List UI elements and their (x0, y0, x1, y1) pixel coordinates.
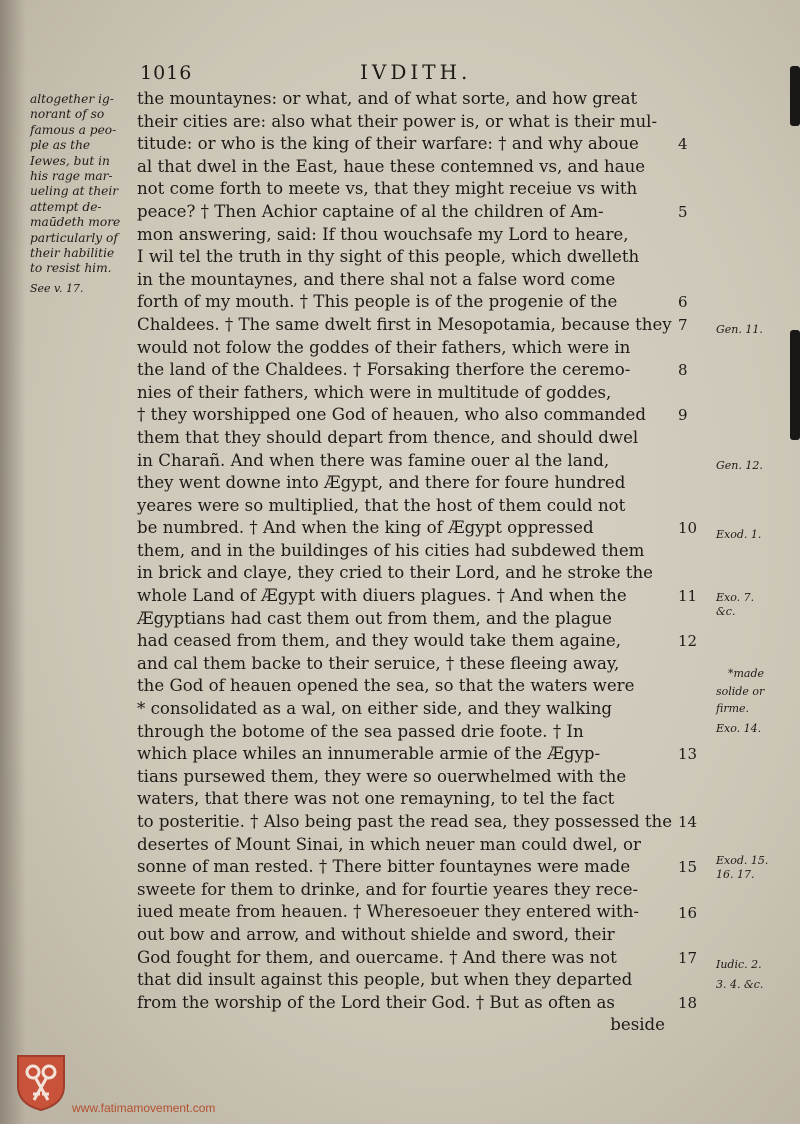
text-line: Ægyptians had cast them out from them, and the plague (137, 608, 612, 628)
margin-note-line: particularly of (30, 230, 118, 245)
verse-number: 15 (678, 858, 698, 877)
margin-note-line: his rage mar- (30, 169, 113, 184)
text-line: through the botome of the sea passed drie foote. † In (137, 721, 584, 741)
verse-number: 14 (678, 813, 698, 832)
page-number: 1016 (140, 62, 193, 84)
left-margin-note (30, 92, 138, 296)
verse-number: 11 (678, 587, 698, 606)
margin-ref-line: Exo. 7. (716, 591, 755, 604)
keys-emblem-icon (14, 1052, 68, 1112)
margin-note-line: ple as the (30, 138, 91, 153)
page-edge-mark (790, 330, 800, 440)
text-line: be numbred. † And when the king of Ægypt oppressed (137, 518, 594, 538)
verse-number: 8 (678, 361, 688, 380)
margin-ref-judic-2 (716, 958, 763, 992)
margin-ref-exo-14: Exo. 14. (716, 722, 762, 735)
text-line: which place whiles an innumerable armie of the Ægyp- (137, 744, 601, 764)
margin-note-line: famous a peo- (30, 122, 117, 137)
page-gutter-shadow (0, 0, 26, 1124)
text-line: in the mountaynes, and there shal not a false word come (137, 269, 616, 289)
text-line: waters, that there was not one remayning, to tel the fact (137, 789, 615, 809)
main-text-column (137, 88, 673, 1037)
text-line: * consolidated as a wal, on either side, and they walking (137, 699, 613, 719)
text-line: desertes of Mount Sinai, in which neuer man could dwel, or (137, 834, 641, 854)
text-line: peace? † Then Achior captaine of al the children of Am- (137, 201, 604, 221)
verse-number: 9 (678, 406, 688, 425)
margin-note-line: to resist him. (30, 261, 112, 276)
margin-note-line: altogether ig- (30, 92, 114, 106)
page-edge-mark (790, 66, 800, 126)
margin-gloss-line: *made (728, 667, 765, 680)
text-line: beside (610, 1015, 665, 1035)
running-head: IVDITH. (360, 60, 472, 84)
text-line: al that dwel in the East, haue these contemned vs, and haue (137, 156, 646, 176)
text-line: whole Land of Ægypt with diuers plagues. † And when the (137, 586, 627, 606)
margin-gloss-line: solide or (716, 685, 765, 698)
text-line: sweete for them to drinke, and for fourtie yeares they rece- (137, 879, 639, 899)
margin-ref-line: Exod. 15. (716, 854, 769, 867)
margin-ref-line: 16. 17. (716, 868, 755, 881)
text-line: the God of heauen opened the sea, so that the waters were (137, 676, 635, 696)
verse-number: 16 (678, 903, 698, 922)
text-line: out bow and arrow, and without shielde and sword, their (137, 924, 615, 944)
text-line: to posteritie. † Also being past the read sea, they possessed the (137, 812, 673, 831)
text-line: I wil tel the truth in thy sight of this people, which dwelleth (137, 247, 640, 267)
text-line: † they worshipped one God of heauen, who also commanded (137, 405, 646, 425)
margin-ref-exo-7 (716, 591, 754, 619)
text-line: and cal them backe to their seruice, † these fleeing away, (137, 653, 620, 673)
verse-number: 17 (678, 948, 698, 967)
margin-gloss-line: firme. (716, 702, 750, 715)
text-line: the land of the Chaldees. † Forsaking therfore the ceremo- (137, 360, 631, 380)
margin-ref-exod-15 (716, 854, 768, 882)
margin-ref-line: 3. 4. &c. (716, 978, 764, 991)
text-line: sonne of man rested. † There bitter fountaynes were made (137, 857, 631, 877)
verse-number: 18 (678, 994, 698, 1012)
margin-note-line: maūdeth more (30, 215, 121, 230)
watermark-url[interactable]: www.fatimamovement.com (72, 1101, 216, 1115)
verse-number: 4 (678, 135, 688, 154)
text-line: that did insult against this people, but when they departed (137, 970, 633, 990)
margin-note-line: attempt de- (30, 199, 102, 214)
text-line: iued meate from heauen. † Wheresoeuer they entered with- (137, 902, 640, 922)
margin-note-reference: See v. 17. (30, 281, 84, 295)
verse-number: 10 (678, 519, 698, 538)
text-line: not come forth to meete vs, that they might receiue vs with (137, 179, 638, 199)
margin-note-line: Iewes, but in (30, 153, 110, 168)
margin-ref-gen-12: Gen. 12. (716, 459, 763, 472)
margin-ref-gen-11: Gen. 11. (716, 323, 763, 336)
text-line: God fought for them, and ouercame. † And there was not (137, 947, 617, 967)
text-line: titude: or who is the king of their warfare: † and why aboue (137, 134, 639, 154)
text-line: in brick and claye, they cried to their Lord, and he stroke the (137, 563, 653, 583)
text-line: had ceased from them, and they would take them againe, (137, 631, 622, 651)
margin-note-line: norant of so (30, 107, 105, 122)
text-line: them, and in the buildinges of his cities had subdewed them (137, 540, 645, 560)
verse-number: 13 (678, 745, 698, 764)
text-line: their cities are: also what their power is, or what is their mul- (137, 111, 658, 131)
text-line: tians pursewed them, they were so ouerwhelmed with the (137, 766, 627, 786)
margin-gloss-made-solide (716, 667, 764, 716)
margin-ref-exod-1: Exod. 1. (716, 528, 762, 541)
margin-ref-line: Iudic. 2. (716, 958, 762, 971)
text-line: from the worship of the Lord their God. † But as often as (137, 992, 615, 1012)
text-line: nies of their fathers, which were in multitude of goddes, (137, 382, 612, 402)
text-line: the mountaynes: or what, and of what sorte, and how great (137, 89, 638, 108)
margin-note-line: their habilitie (30, 246, 115, 261)
text-line: would not folow the goddes of their fathers, which were in (137, 337, 631, 357)
text-line: forth of my mouth. † This people is of the progenie of the (137, 292, 618, 312)
text-line: in Charañ. And when there was famine ouer al the land, (137, 450, 610, 470)
verse-number: 5 (678, 203, 688, 221)
verse-number: 7 (678, 316, 688, 334)
text-line: mon answering, said: If thou wouchsafe my Lord to heare, (137, 224, 629, 244)
text-line: yeares were so multiplied, that the host of them could not (137, 495, 626, 515)
margin-note-line: ueling at their (30, 184, 119, 199)
text-line: they went downe into Ægypt, and there for foure hundred (137, 473, 626, 493)
text-line: them that they should depart from thence, and should dwel (137, 427, 639, 447)
text-line: Chaldees. † The same dwelt first in Mesopotamia, because they (137, 314, 672, 334)
margin-ref-line: &c. (716, 605, 736, 618)
verse-number: 6 (678, 293, 688, 312)
verse-number: 12 (678, 632, 698, 651)
